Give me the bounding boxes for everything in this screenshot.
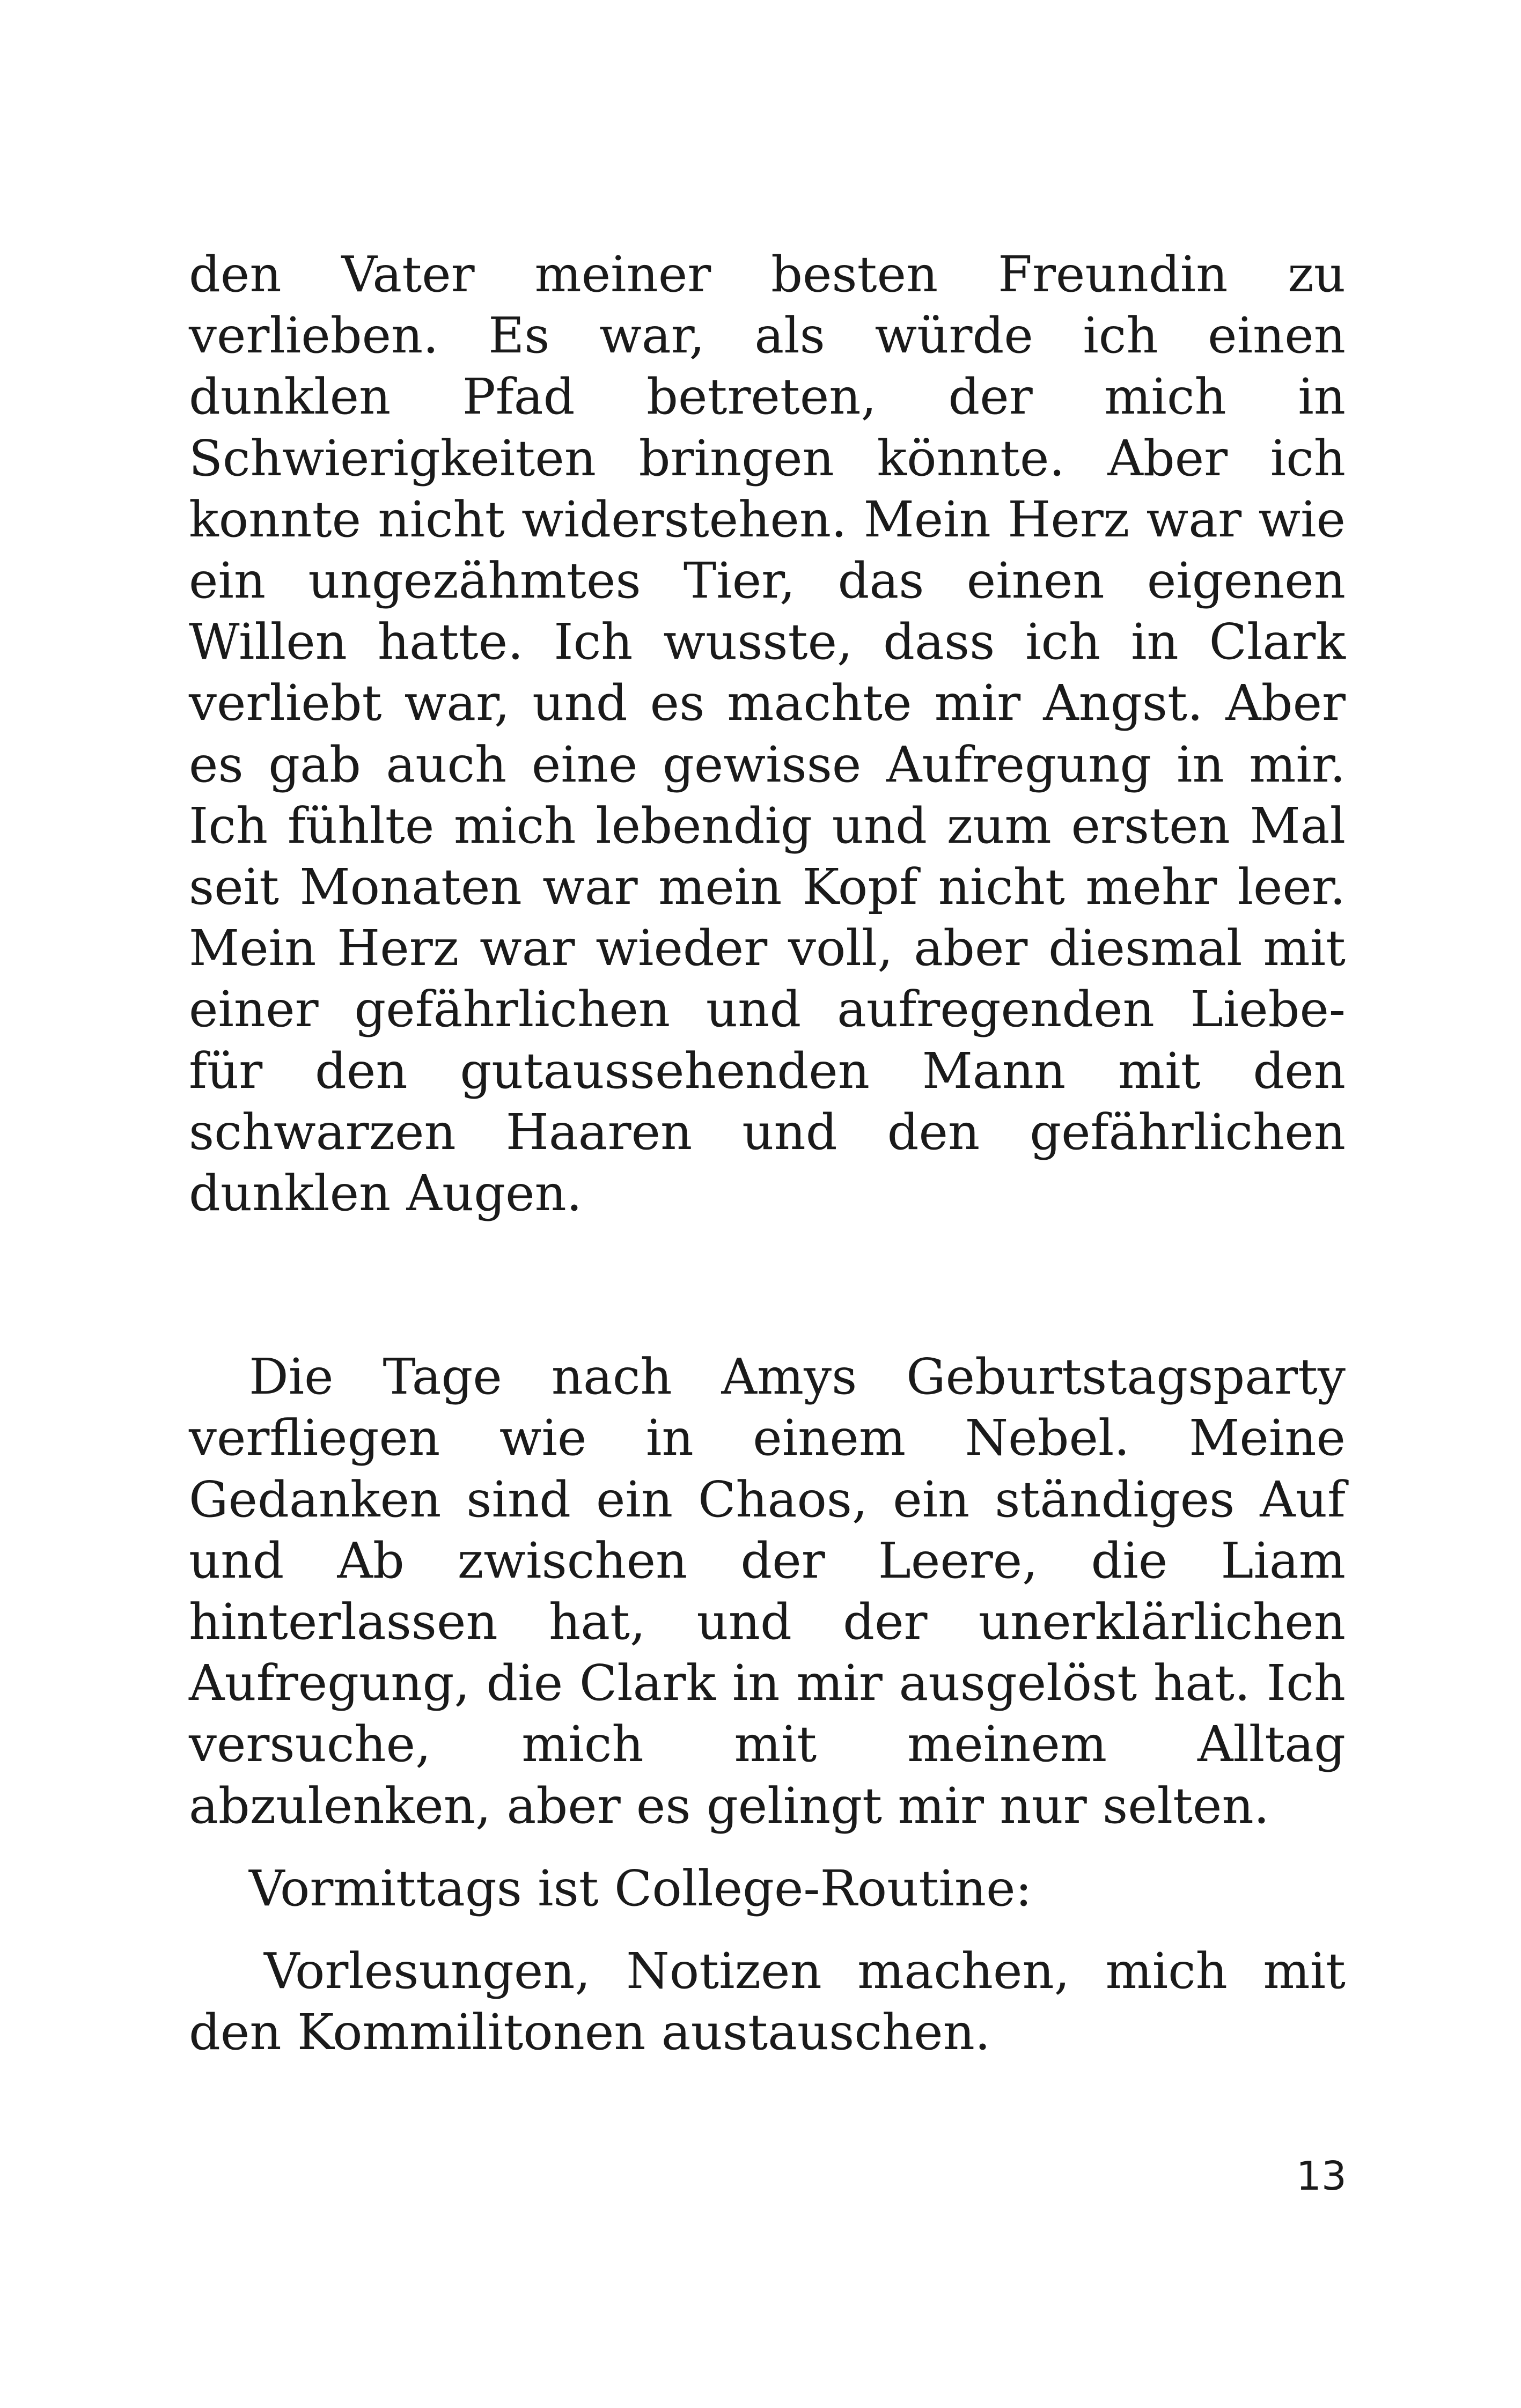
- paragraph-4: Vorlesungen, Notizen machen, mich mit den Kommilitonen austauschen.: [189, 1942, 1346, 2061]
- paragraph-2: Die Tage nach Amys Geburtstagsparty verfliegen wie in einem Nebel. Meine Gedanken sind ein Chaos, ein ständiges Auf und Ab zwischen der Leere, die Liam hinterlassen hat, und der unerklärlichen Aufregung, die Clark in mir ausgelöst hat. Ich versuche, mich mit meinem Alltag abzulenken, aber es gelingt mir nur selten.: [189, 1348, 1346, 1835]
- paragraph-3: Vormittags ist College-Routine:: [249, 1859, 1032, 1917]
- section-break: [189, 1224, 1346, 1346]
- paragraph-1: den Vater meiner besten Freundin zu verlieben. Es war, als würde ich einen dunklen Pfad betreten, der mich in Schwierigkeiten bringen könnte. Aber ich konnte nicht widerstehen. Mein Herz war wie ein ungezähmtes Tier, das einen eigenen Willen hatte. Ich wusste, dass ich in Clark verliebt war, und es machte mir Angst. Aber es gab auch eine gewisse Aufregung in mir. Ich fühlte mich lebendig und zum ersten Mal seit Monaten war mein Kopf nicht mehr leer. Mein Herz war wieder voll, aber diesmal mit einer gefährlichen und aufregenden Liebe- für den gutaussehenden Mann mit den schwarzen Haaren und den gefährlichen dunklen Augen.: [189, 246, 1346, 1223]
- page-number: 13: [1296, 2153, 1347, 2199]
- body-text: [189, 244, 1346, 2063]
